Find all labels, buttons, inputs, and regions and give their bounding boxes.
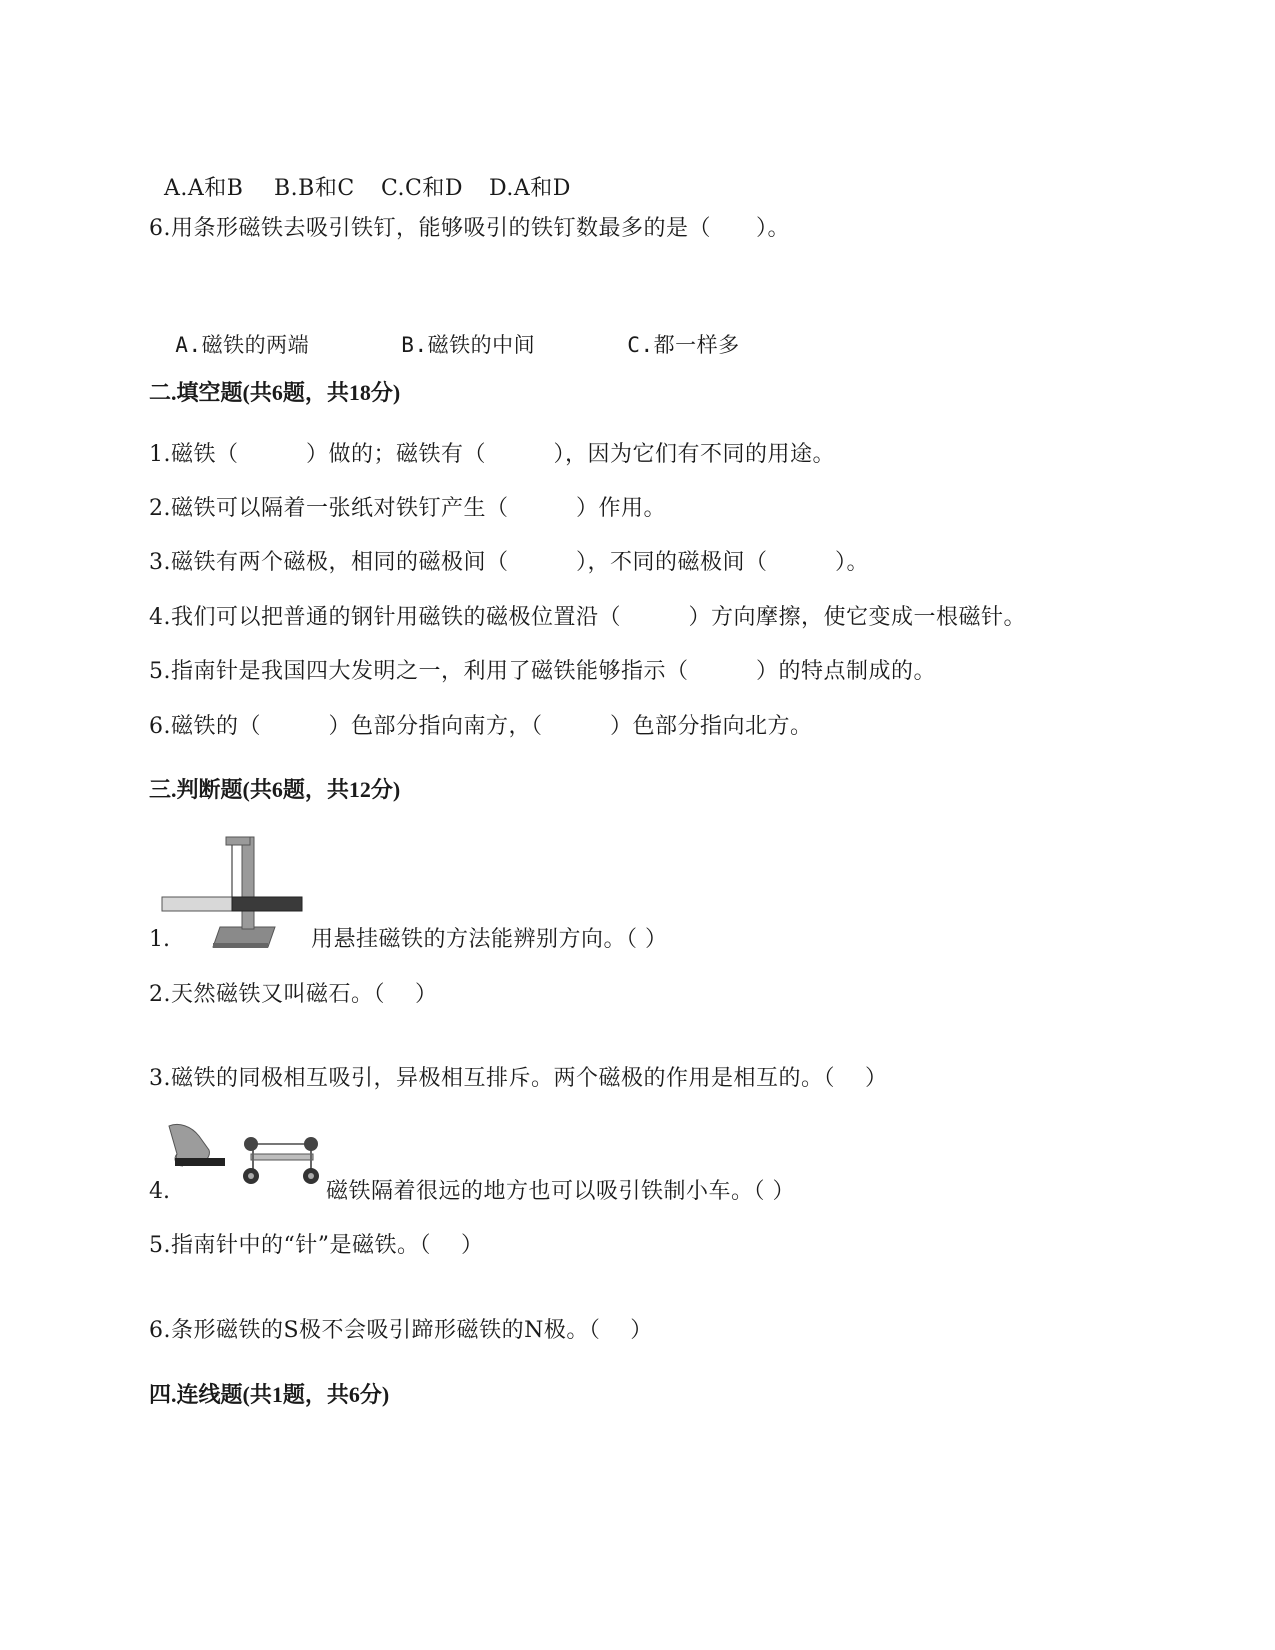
q6-options <box>149 300 740 360</box>
section-heading-match: 四.连线题(共1题，共6分) <box>149 1382 390 1407</box>
fill-item-4: 4.我们可以把普通的钢针用磁铁的磁极位置沿（ ）方向摩擦，使它变成一根磁针。 <box>149 605 1026 630</box>
judge-item-4-number: 4. <box>149 1179 170 1204</box>
judge-item-5: 5.指南针中的“针”是磁铁。（ ） <box>149 1233 484 1258</box>
option-d: D.A和D <box>489 176 571 201</box>
magnet-toy-car-figure <box>165 1120 325 1195</box>
option-c: C.都一样多 <box>627 333 740 357</box>
judge-item-2: 2.天然磁铁又叫磁石。（ ） <box>149 982 438 1007</box>
q5-options <box>149 144 571 204</box>
option-b: B.B和C <box>274 176 355 201</box>
section-heading-judge: 三.判断题(共6题，共12分) <box>149 777 401 802</box>
judge-item-4-text: 磁铁隔着很远的地方也可以吸引铁制小车。（ ） <box>326 1179 795 1204</box>
option-a: A.A和B <box>164 176 244 201</box>
fill-item-6: 6.磁铁的（ ）色部分指向南方，（ ）色部分指向北方。 <box>149 714 813 739</box>
option-a: A.磁铁的两端 <box>175 333 310 357</box>
fill-item-3: 3.磁铁有两个磁极，相同的磁极间（ ），不同的磁极间（ ）。 <box>149 550 869 575</box>
fill-item-2: 2.磁铁可以隔着一张纸对铁钉产生（ ）作用。 <box>149 496 666 521</box>
judge-item-6: 6.条形磁铁的S极不会吸引蹄形磁铁的N极。（ ） <box>149 1318 653 1343</box>
option-b: B.磁铁的中间 <box>401 333 536 357</box>
fill-item-5: 5.指南针是我国四大发明之一，利用了磁铁能够指示（ ）的特点制成的。 <box>149 659 936 684</box>
judge-item-1-number: 1. <box>149 927 170 952</box>
option-c: C.C和D <box>381 176 464 201</box>
suspended-magnet-figure <box>160 835 310 953</box>
section-heading-fill: 二.填空题(共6题，共18分) <box>149 380 401 405</box>
fill-item-1: 1.磁铁（ ）做的；磁铁有（ ），因为它们有不同的用途。 <box>149 442 835 467</box>
judge-item-1-text: 用悬挂磁铁的方法能辨别方向。（ ） <box>311 927 668 952</box>
q6-question: 6.用条形磁铁去吸引铁钉，能够吸引的铁钉数最多的是（ ）。 <box>149 216 790 241</box>
judge-item-3: 3.磁铁的同极相互吸引，异极相互排斥。两个磁极的作用是相互的。（ ） <box>149 1066 888 1091</box>
